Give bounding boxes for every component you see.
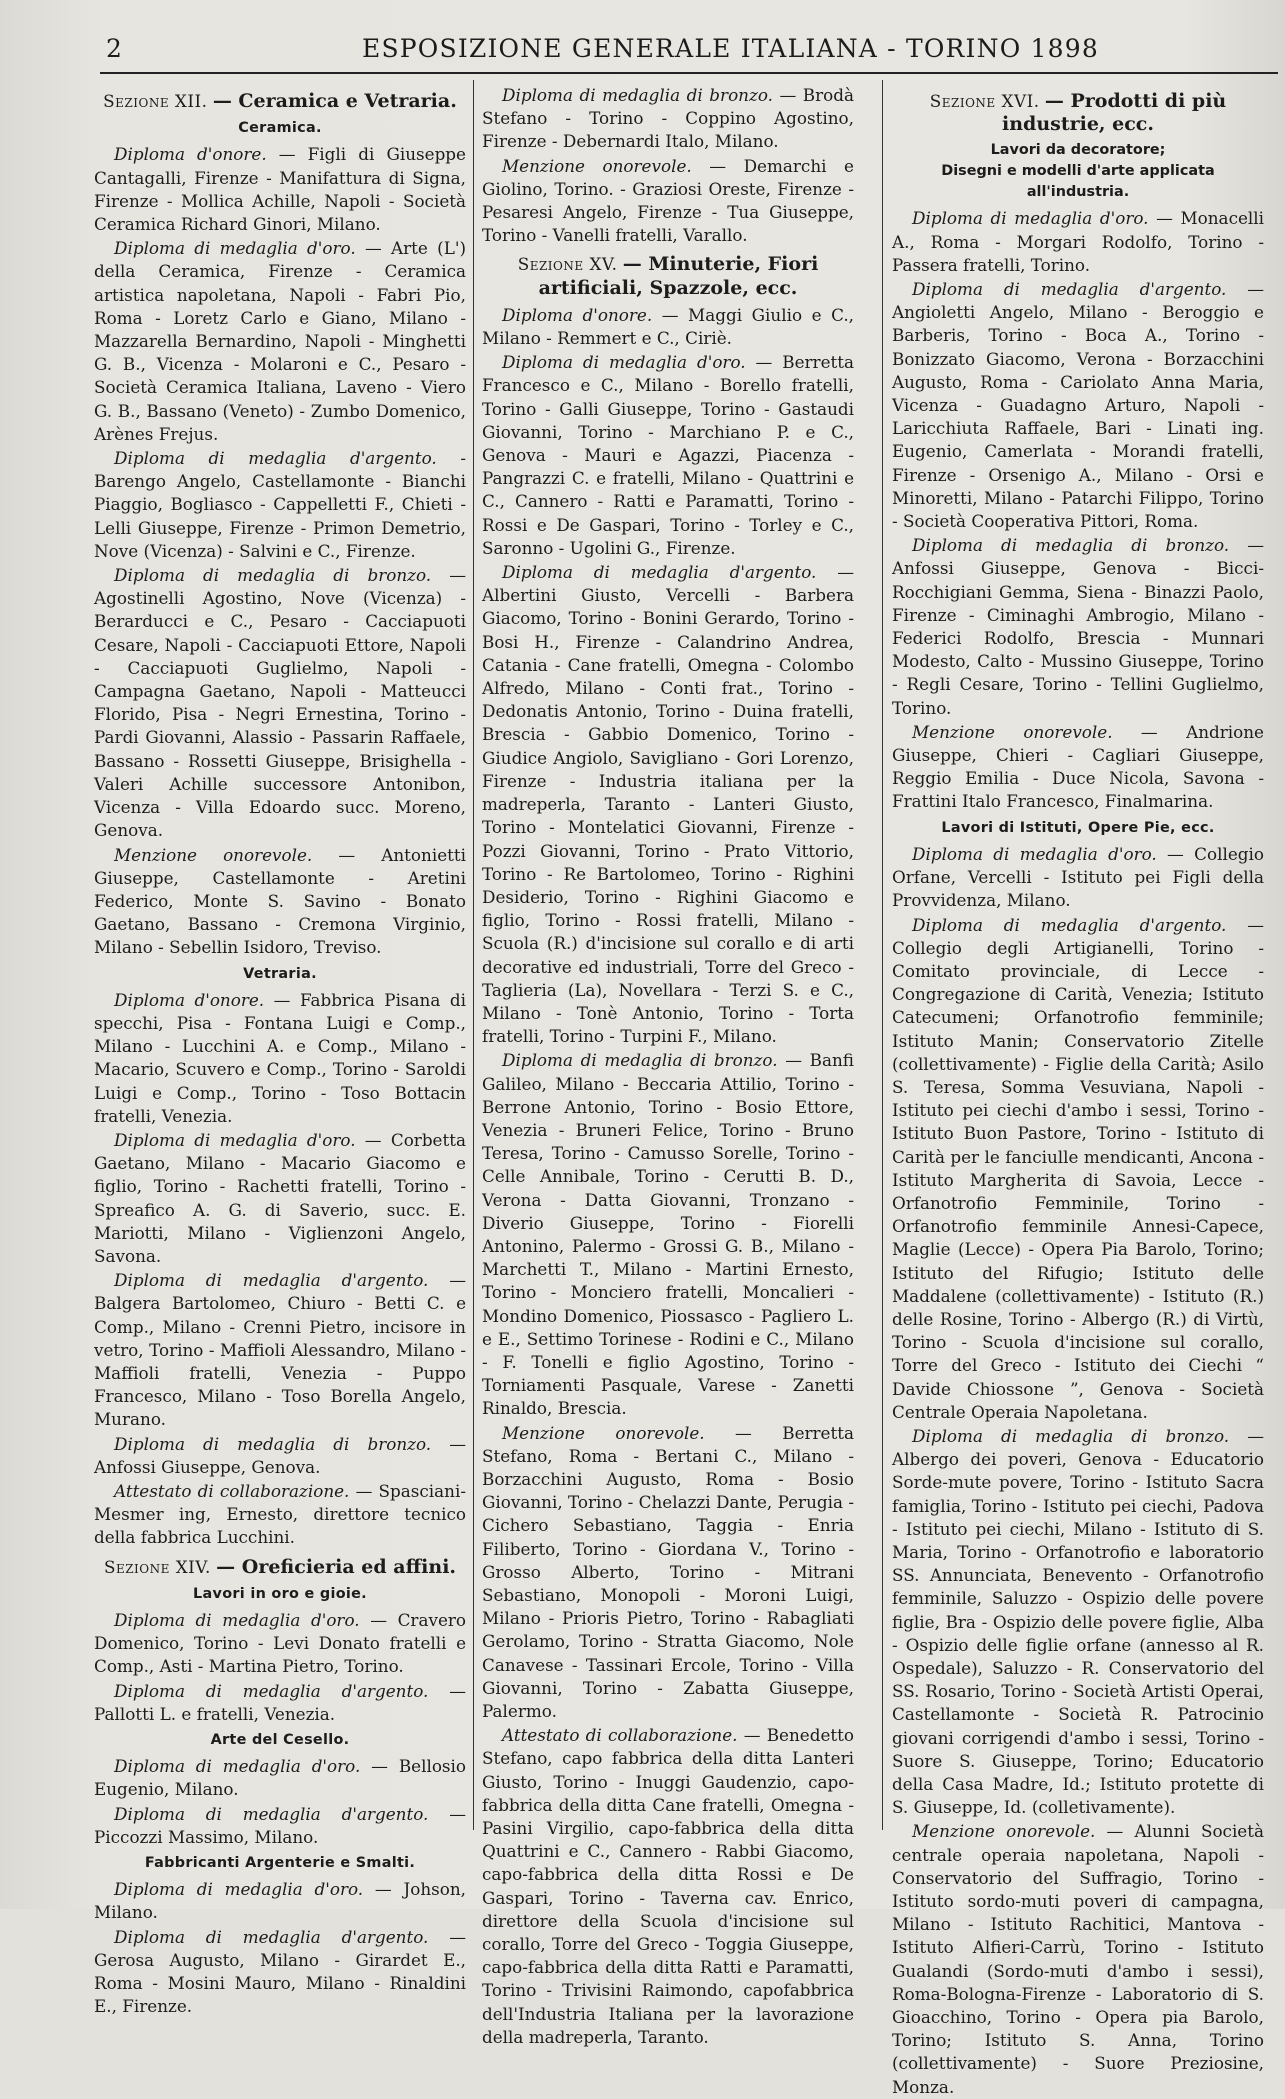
award-type: Diploma di medaglia d'oro. (114, 1756, 361, 1777)
award-type: Menzione onorevole. (912, 721, 1113, 742)
award-recipients: — Pallotti L. e fratelli, Venezia. (94, 1680, 466, 1724)
award-entry (892, 1425, 1264, 1819)
award-entry (94, 1609, 466, 1679)
section-title: — Prodotti di più industrie, ecc. (1002, 90, 1227, 136)
award-type: Diploma di medaglia d'argento. (912, 914, 1227, 935)
award-recipients: — Angioletti Angelo, Milano - Beroggio e Barberis, Torino - Boca A., Torino - Bonizzato Giacomo, Verona - Borzacchini Augusto, Roma - Cariolato Anna Maria, Vicenza - Guadagno Arturo, Napoli - Laricchiuta Raffaele, Bari - Linati ing. Eugenio, Camerlata - Morandi fratelli, Firenze - Orsenigo A., Milano - Orsi e Minoretti, Milano - Patarchi Filippo, Torino - Società Cooperativa Pittori, Roma. (892, 279, 1264, 532)
award-recipients: — Albertini Giusto, Vercelli - Barbera Giacomo, Torino - Bonini Gerardo, Torino - Bosi H., Firenze - Calandrino Andrea, Catania - Cane fratelli, Omegna - Colombo Alfredo, Milano - Conti frat., Torino - Dedonatis Antonio, Torino - Duina fratelli, Brescia - Gabbio Domenico, Torino - Giudice Angiolo, Savigliano - Gori Lorenzo, Firenze - Industria italiana per la madreperla, Taranto - Lanteri Giusto, Torino - Montelatici Giovanni, Firenze - Pozzi Giovanni, Torino - Prato Vittorio, Torino - Re Bartolomeo, Torino - Righini Desiderio, Torino - Righini Giacomo e figlio, Torino - Rossi fratelli, Milano - Scuola (R.) d'incisione sul corallo e di arti decorative ed industriali, Torre del Greco - Taglieria (La), Novellara - Terzi S. e C., Milano - Tonè Antonio, Torino - Torta fratelli, Torino - Turpini F., Milano. (482, 562, 854, 1047)
award-type: Diploma di medaglia d'oro. (912, 208, 1149, 229)
award-type: Diploma di medaglia d'oro. (114, 1129, 356, 1150)
section-label: Sezione XVI. (929, 91, 1040, 111)
award-type: Attestato di collaborazione. (502, 1725, 738, 1746)
award-type: Menzione onorevole. (114, 844, 313, 865)
award-type: Diploma di medaglia d'argento. (114, 1680, 429, 1701)
award-recipients: — Benedetto Stefano, capo fabbrica della ditta Lanteri Giusto, Torino - Inuggi Gaudenzio, capo-fabbrica della ditta Cane fratelli, Omegna - Pasini Virgilio, capo-fabbrica della ditta Quattrini e C., Cannero - Rabbi Giacomo, capo-fabbrica della ditta Rossi e De Gaspari, Torino - Taverna cav. Enrico, direttore della Scuola d'incisione sul corallo, Torre del Greco - Toggia Giuseppe, capo-fabbrica della ditta Ratti e Paramatti, Torino - Trivisini Raimondo, capofabbrica dell'Industria Italiana per la lavorazione della madreperla, Taranto. (482, 1725, 854, 2047)
award-type: Diploma di medaglia di bronzo. (912, 1425, 1230, 1446)
section-label: Sezione XII. (103, 91, 208, 111)
award-type: Diploma d'onore. (114, 144, 267, 165)
award-recipients: — Balgera Bartolomeo, Chiuro - Betti C. e Comp., Milano - Crenni Pietro, incisore in vetro, Torino - Maffioli Alessandro, Milano - Maffioli fratelli, Venezia - Puppo Francesco, Milano - Toso Borella Angelo, Murano. (94, 1270, 466, 1430)
page-number: 2 (106, 34, 123, 63)
header-rule (100, 72, 1278, 74)
column-divider (473, 80, 474, 1830)
award-recipients: — Agostinelli Agostino, Nove (Vicenza) - Berarducci e C., Pesaro - Cacciapuoti Cesare, Napoli - Cacciapuoti Ettore, Napoli - Cacciapuoti Guglielmo, Napoli - Campagna Gaetano, Napoli - Matteucci Florido, Pisa - Negri Ernestina, Torino - Pardi Giovanni, Alassio - Passarin Raffaele, Bassano - Rossetti Giuseppe, Brisighella - Valeri Achille successore Antonibon, Vicenza - Villa Edoardo succ. Moreno, Genova. (94, 565, 466, 841)
award-type: Diploma di medaglia d'argento. (114, 1803, 429, 1824)
column-3 (892, 84, 1264, 2097)
award-recipients: — Arte (L') della Ceramica, Firenze - Ceramica artistica napoletana, Napoli - Fabri Pio, Roma - Loretz Carlo e Giano, Milano - Mazzarella Bernardino, Napoli - Minghetti G. B., Vicenza - Molaroni e C., Pesaro - Società Ceramica Italiana, Laveno - Viero G. B., Bassano (Veneto) - Zumbo Domenico, Arènes Frejus. (94, 238, 466, 444)
award-recipients: — Anfossi Giuseppe, Genova. (94, 1433, 466, 1477)
subsection-heading: Ceramica. (238, 120, 322, 137)
column-2 (482, 84, 855, 2047)
award-type: Menzione onorevole. (912, 1821, 1096, 1842)
award-recipients: — Alunni Società centrale operaia napoletana, Napoli - Conservatorio del Suffragio, Torino - Istituto sordo-muti poveri di campagna, Milano - Istituto Rachitici, Mantova - Istituto Alfieri-Carrù, Torino - Istituto Gualandi (Sordo-muti d'ambo i sessi), Roma-Bologna-Firenze - Laboratorio di S. Gioacchino, Torino - Opera pia Barolo, Torino; Istituto S. Anna, Torino (collettivamente) - Suore Preziosine, Monza. (892, 1821, 1264, 2097)
running-title: ESPOSIZIONE GENERALE ITALIANA - TORINO 1898 (362, 34, 1099, 63)
award-type: Diploma di medaglia d'argento. (114, 1926, 429, 1947)
page-header (100, 30, 1280, 70)
award-recipients: — Figli di Giuseppe Cantagalli, Firenze - Manifattura di Signa, Firenze - Mollica Achille, Napoli - Società Ceramica Richard Ginori, Milano. (94, 144, 466, 235)
subsection-heading: Lavori di Istituti, Opere Pie, ecc. (941, 819, 1215, 836)
award-recipients: — Demarchi e Giolino, Torino. - Graziosi Oreste, Firenze - Pesaresi Angelo, Firenze - Tua Giuseppe, Torino - Vanelli fratelli, Varallo. (482, 155, 854, 246)
subsection-heading: Arte del Cesello. (210, 1732, 350, 1749)
award-entry (94, 1433, 466, 1479)
award-recipients: — Brodà Stefano - Torino - Coppino Agostino, Firenze - Debernardi Italo, Milano. (482, 85, 854, 152)
award-type: Diploma di medaglia d'oro. (912, 843, 1157, 864)
award-entry (482, 561, 854, 1048)
subsection-heading: Vetraria. (243, 965, 317, 982)
award-type: Diploma di medaglia d'argento. (114, 448, 437, 469)
award-entry (94, 844, 466, 960)
award-entry (94, 989, 466, 1128)
award-recipients: — Anfossi Giuseppe, Genova - Bicci-Rocchigiani Gemma, Siena - Binazzi Paolo, Firenze - Ciminaghi Ambrogio, Milano - Federici Rodolfo, Brescia - Munnari Modesto, Calto - Mussino Giuseppe, Torino - Regli Cesare, Torino - Tellini Guglielmo, Torino. (892, 535, 1264, 718)
award-recipients: — Bellosio Eugenio, Milano. (94, 1756, 466, 1800)
award-type: Diploma di medaglia d'oro. (114, 1610, 360, 1630)
award-recipients: — Berretta Stefano, Roma - Bertani C., Milano - Borzacchini Augusto, Roma - Bosio Giovanni, Torino - Chelazzi Dante, Perugia - Cichero Sebastiano, Taggia - Enria Filiberto, Torino - Giordana V., Torino - Grosso Alberto, Torino - Mitrani Sebastiano, Monopoli - Moroni Luigi, Milano - Prioris Pietro, Torino - Rabagliati Gerolamo, Torino - Stratta Giacomo, Nole Canavese - Tassinari Ercole, Torino - Villa Giovanni, Torino - Zabatta Giuseppe, Palermo. (482, 1422, 855, 1722)
award-type: Diploma di medaglia d'oro. (502, 352, 746, 373)
subsection-heading (892, 140, 1264, 203)
award-recipients: - Barengo Angelo, Castellamonte - Bianchi Piaggio, Bogliasco - Cappelletti F., Chieti - Lelli Giuseppe, Firenze - Primon Demetrio, Nove (Vicenza) - Salvini e C., Firenze. (94, 448, 466, 561)
award-entry (94, 1755, 466, 1801)
award-recipients: — Collegio Orfane, Vercelli - Istituto pei Figli della Provvidenza, Milano. (892, 843, 1264, 911)
column-1 (94, 84, 466, 2017)
award-recipients: — Johson, Milano. (94, 1879, 466, 1923)
award-entry (94, 1926, 466, 2019)
section-title: — Ceramica e Vetraria. (212, 90, 457, 112)
award-entry (94, 143, 466, 236)
award-recipients: — Corbetta Gaetano, Milano - Macario Giacomo e figlio, Torino - Rachetti fratelli, Torino - Spreafico A. G. di Saverio, succ. E. Mariotti, Milano - Viglienzoni Angelo, Savona. (94, 1129, 466, 1266)
award-recipients: — Piccozzi Massimo, Milano. (94, 1803, 466, 1847)
award-recipients: — Gerosa Augusto, Milano - Girardet E., Roma - Mosini Mauro, Milano - Rinaldini E., Firenze. (94, 1926, 466, 2017)
award-type: Menzione onorevole. (502, 155, 692, 176)
award-type: Diploma d'onore. (114, 989, 265, 1010)
award-entry (94, 1680, 466, 1726)
award-entry (892, 278, 1264, 533)
award-recipients: — Cravero Domenico, Torino - Levi Donato fratelli e Comp., Asti - Martina Pietro, Torino. (94, 1610, 466, 1677)
subsection-heading-line: Lavori da decoratore; (990, 142, 1166, 159)
section-label: Sezione XIV. (103, 1556, 211, 1577)
award-type: Diploma di medaglia di bronzo. (114, 565, 432, 586)
award-recipients: — Maggi Giulio e C., Milano - Remmert e C., Ciriè. (482, 304, 854, 349)
subsection-heading-line: Disegni e modelli d'arte applicata all'industria. (941, 163, 1215, 201)
award-entry (94, 447, 466, 563)
award-type: Diploma d'onore. (502, 304, 653, 325)
award-type: Diploma di medaglia d'oro. (114, 1879, 364, 1900)
section-heading (892, 90, 1264, 136)
award-recipients: — Andrione Giuseppe, Chieri - Cagliari Giuseppe, Reggio Emilia - Duce Nicola, Savona - Frattini Italo Francesco, Finalmarina. (892, 721, 1264, 812)
award-entry (482, 1422, 854, 1724)
award-entry (482, 155, 854, 248)
section-heading (482, 253, 854, 299)
award-entry (94, 1480, 466, 1550)
award-recipients: — Banfi Galileo, Milano - Beccaria Attilio, Torino - Berrone Antonio, Torino - Bosio Ettore, Venezia - Bruneri Felice, Torino - Bruno Teresa, Torino - Camusso Sorelle, Torino - Celle Annibale, Torino - Cerutti B. D., Verona - Datta Giovanni, Tronzano - Diverio Giuseppe, Torino - Fiorelli Antonino, Palermo - Grossi G. B., Milano - Marchetti T., Milano - Martini Ernesto, Torino - Monciero fratelli, Moncalieri - Mondino Domenico, Piossasco - Pagliero L. e E., Settimo Torinese - Rodini e C., Milano - F. Tonelli e figlio Agostino, Torino - Torniamenti Pasquale, Varese - Zanetti Rinaldo, Brescia. (482, 1050, 854, 1419)
award-entry (94, 1878, 466, 1924)
award-recipients: — Monacelli A., Roma - Morgari Rodolfo, Torino - Passera fratelli, Torino. (892, 208, 1264, 275)
section-heading (94, 90, 466, 113)
award-type: Diploma di medaglia d'argento. (114, 1270, 429, 1291)
award-entry (94, 1803, 466, 1849)
award-type: Diploma di medaglia d'oro. (114, 238, 356, 259)
award-type: Menzione onorevole. (502, 1422, 705, 1443)
award-entry (94, 1269, 466, 1431)
award-recipients: — Albergo dei poveri, Genova - Educatorio Sorde-mute povere, Torino - Istituto Sacra famiglia, Torino - Istituto pei ciechi, Padova - Istituto pei ciechi, Milano - Istituto di S. Maria, Torino - Orfanotrofio e laboratorio SS. Annunciata, Benevento - Orfanotrofio femminile, Saluzzo - Ospizio delle povere figlie, Bra - Ospizio delle povere figlie, Alba - Ospizio delle figlie orfane (annesso al R. Ospedale), Saluzzo - R. Conservatorio del SS. Rosario, Torino - Società Artisti Operai, Castellamonte - Società R. Patrocinio giovani corrigendi d'ambo i sessi, Torino - Suore S. Giuseppe, Torino; Educatorio della Casa Madre, Id.; Istituto protette di S. Giuseppe, Id. (colletivamente). (892, 1425, 1264, 1818)
award-entry (892, 721, 1264, 814)
award-entry (482, 1049, 854, 1420)
award-entry (482, 84, 854, 154)
award-type: Diploma di medaglia di bronzo. (502, 1050, 778, 1071)
award-recipients: — Berretta Francesco e C., Milano - Borello fratelli, Torino - Galli Giuseppe, Torino - Gastaudi Giovanni, Torino - Marchiano P. e C., Genova - Mauri e Agazzi, Piacenza - Pangrazzi C. e fratelli, Milano - Quattrini e C., Cannero - Ratti e Paramatti, Torino - Rossi e De Gaspari, Torino - Torley e C., Saronno - Ugolini G., Firenze. (482, 352, 854, 558)
section-title: — Minuterie, Fiori artificiali, Spazzole, ecc. (538, 253, 819, 299)
award-entry (892, 534, 1264, 720)
award-recipients: — Antonietti Giuseppe, Castellamonte - Aretini Federico, Monte S. Savino - Bonato Gaetano, Bassano - Cremona Virginio, Milano - Sebellin Isidoro, Treviso. (94, 844, 466, 958)
award-recipients: — Collegio degli Artigianelli, Torino - Comitato provinciale, di Lecce - Congregazione di Carità, Venezia; Istituto Catecumeni; Orfanotrofio femminile; Istituto Manin; Conservatorio Zitelle (collettivamente) - Figlie della Carità; Asilo S. Teresa, Somma Vesuviana, Napoli - Istituto pei ciechi d'ambo i sessi, Torino - Istituto Buon Pastore, Torino - Istituto di Carità per le fanciulle mendicanti, Ancona - Istituto Margherita di Savoia, Lecce - Orfanotrofio Femminile, Torino - Orfanotrofio femminile Annesi-Capece, Maglie (Lecce) - Opera Pia Barolo, Torino; Istituto del Rifugio; Istituto delle Maddalene (collettivamente) - Istituto (R.) delle Rosine, Torino - Albergo (R.) di Virtù, Torino - Scuola d'incisione sul corallo, Torre del Greco - Istituto dei Ciechi “ Davide Chiossone ”, Genova - Società Centrale Operaia Napoletana. (892, 914, 1264, 1422)
column-divider (882, 80, 883, 1830)
award-entry (892, 1820, 1264, 2098)
section-title: — Oreficieria ed affini. (216, 1555, 457, 1578)
award-type: Diploma di medaglia di bronzo. (114, 1433, 432, 1454)
award-entry (482, 1724, 854, 2049)
award-entry (94, 564, 466, 842)
award-type: Diploma di medaglia di bronzo. (912, 535, 1230, 556)
subsection-heading: Lavori in oro e gioie. (193, 1585, 367, 1602)
section-label: Sezione XV. (517, 254, 618, 275)
award-entry (482, 304, 854, 350)
award-type: Diploma di medaglia d'argento. (502, 562, 817, 583)
award-recipients: — Fabbrica Pisana di specchi, Pisa - Fontana Luigi e Comp., Milano - Lucchini A. e Comp., Milano - Macario, Scuvero e Comp., Torino - Saroldi Luigi e Comp., Torino - Toso Bottacin fratelli, Venezia. (94, 989, 466, 1126)
subsection-heading: Fabbricanti Argenterie e Smalti. (144, 1855, 416, 1872)
award-entry (94, 237, 466, 446)
section-heading (94, 1556, 466, 1579)
award-entry (482, 351, 854, 560)
award-entry (892, 207, 1264, 277)
award-recipients: — Spasciani-Mesmer ing, Ernesto, direttore tecnico della fabbrica Lucchini. (94, 1480, 466, 1548)
award-entry (892, 914, 1264, 1424)
award-type: Diploma di medaglia d'argento. (912, 279, 1227, 300)
award-type: Diploma di medaglia di bronzo. (502, 85, 773, 105)
award-type: Attestato di collaborazione. (114, 1480, 350, 1501)
award-entry (94, 1129, 466, 1268)
award-entry (892, 843, 1264, 913)
